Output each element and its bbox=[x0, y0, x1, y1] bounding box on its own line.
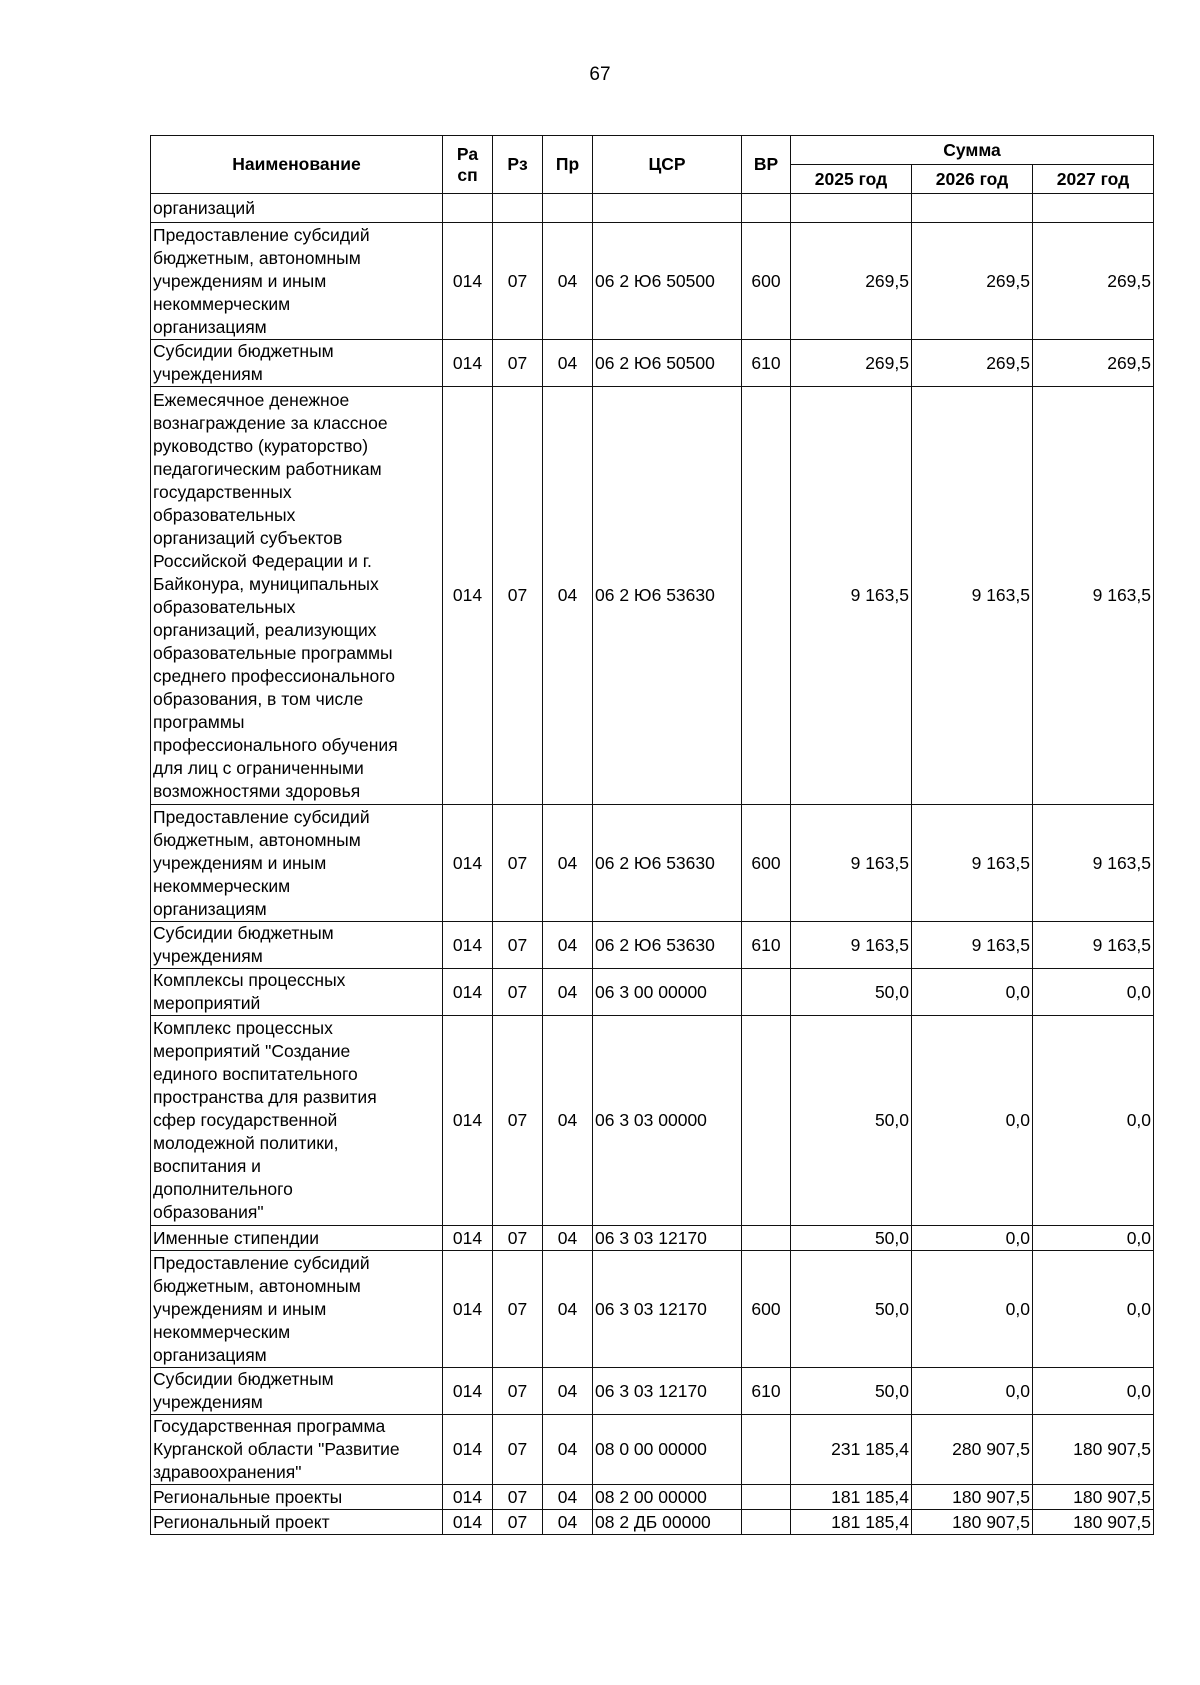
row-amount-2025 bbox=[791, 194, 912, 223]
row-pr: 04 bbox=[543, 805, 593, 922]
row-amount-2027: 180 907,5 bbox=[1033, 1485, 1154, 1510]
row-name: Субсидии бюджетным учреждениям bbox=[151, 922, 443, 969]
row-amount-2025: 50,0 bbox=[791, 1368, 912, 1415]
row-csr: 06 3 03 12170 bbox=[593, 1368, 742, 1415]
row-name: Региональные проекты bbox=[151, 1485, 443, 1510]
row-rz: 07 bbox=[493, 1016, 543, 1226]
row-pr: 04 bbox=[543, 1251, 593, 1368]
row-csr: 08 0 00 00000 bbox=[593, 1415, 742, 1485]
row-amount-2026: 180 907,5 bbox=[912, 1510, 1033, 1535]
row-amount-2026: 0,0 bbox=[912, 1251, 1033, 1368]
row-vr: 610 bbox=[742, 922, 791, 969]
row-rz: 07 bbox=[493, 922, 543, 969]
row-amount-2027: 0,0 bbox=[1033, 1016, 1154, 1226]
row-csr: 08 2 00 00000 bbox=[593, 1485, 742, 1510]
row-csr: 06 2 Ю6 53630 bbox=[593, 387, 742, 805]
row-rasp: 014 bbox=[443, 223, 493, 340]
row-amount-2025: 269,5 bbox=[791, 223, 912, 340]
row-amount-2026: 269,5 bbox=[912, 340, 1033, 387]
table-row bbox=[151, 223, 1154, 340]
row-vr bbox=[742, 1226, 791, 1251]
row-amount-2027: 269,5 bbox=[1033, 340, 1154, 387]
row-rasp: 014 bbox=[443, 1510, 493, 1535]
row-amount-2027: 9 163,5 bbox=[1033, 805, 1154, 922]
table-row bbox=[151, 194, 1154, 223]
row-amount-2026: 280 907,5 bbox=[912, 1415, 1033, 1485]
row-amount-2025: 9 163,5 bbox=[791, 387, 912, 805]
table-row bbox=[151, 1485, 1154, 1510]
row-pr: 04 bbox=[543, 223, 593, 340]
row-rz bbox=[493, 194, 543, 223]
table-row bbox=[151, 922, 1154, 969]
row-vr bbox=[742, 1485, 791, 1510]
table-row bbox=[151, 340, 1154, 387]
row-vr: 600 bbox=[742, 223, 791, 340]
row-amount-2025: 181 185,4 bbox=[791, 1510, 912, 1535]
row-rasp bbox=[443, 194, 493, 223]
row-pr: 04 bbox=[543, 969, 593, 1016]
row-pr: 04 bbox=[543, 340, 593, 387]
row-name: Субсидии бюджетным учреждениям bbox=[151, 340, 443, 387]
row-rz: 07 bbox=[493, 1510, 543, 1535]
row-pr: 04 bbox=[543, 387, 593, 805]
row-amount-2027 bbox=[1033, 194, 1154, 223]
row-amount-2025: 231 185,4 bbox=[791, 1415, 912, 1485]
table-row bbox=[151, 387, 1154, 805]
row-amount-2025: 50,0 bbox=[791, 1016, 912, 1226]
row-amount-2025: 50,0 bbox=[791, 1226, 912, 1251]
table-row bbox=[151, 1415, 1154, 1485]
header-year-2026: 2026 год bbox=[912, 165, 1033, 194]
row-amount-2025: 181 185,4 bbox=[791, 1485, 912, 1510]
row-name: Государственная программа Курганской области "Развитие здравоохранения" bbox=[151, 1415, 443, 1485]
table-row bbox=[151, 1226, 1154, 1251]
row-amount-2025: 50,0 bbox=[791, 969, 912, 1016]
row-rz: 07 bbox=[493, 387, 543, 805]
row-name: Предоставление субсидий бюджетным, автономным учреждениям и иным некоммерческим организациям bbox=[151, 223, 443, 340]
row-rz: 07 bbox=[493, 969, 543, 1016]
row-rz: 07 bbox=[493, 1226, 543, 1251]
row-amount-2027: 0,0 bbox=[1033, 969, 1154, 1016]
row-rasp: 014 bbox=[443, 1226, 493, 1251]
header-pr: Пр bbox=[543, 136, 593, 194]
row-name: Комплекс процессных мероприятий "Создание единого воспитательного пространства для развития сфер государственной молодежной политики, воспитания и дополнительного образования" bbox=[151, 1016, 443, 1226]
header-name: Наименование bbox=[151, 136, 443, 194]
row-rasp: 014 bbox=[443, 805, 493, 922]
row-rasp: 014 bbox=[443, 1251, 493, 1368]
table-row bbox=[151, 805, 1154, 922]
row-rz: 07 bbox=[493, 1368, 543, 1415]
row-pr: 04 bbox=[543, 1485, 593, 1510]
row-vr bbox=[742, 1415, 791, 1485]
table-row bbox=[151, 969, 1154, 1016]
row-csr: 06 2 Ю6 50500 bbox=[593, 340, 742, 387]
row-amount-2026: 9 163,5 bbox=[912, 387, 1033, 805]
table-row bbox=[151, 1251, 1154, 1368]
row-pr: 04 bbox=[543, 1016, 593, 1226]
row-vr: 600 bbox=[742, 805, 791, 922]
row-pr bbox=[543, 194, 593, 223]
row-rasp: 014 bbox=[443, 1368, 493, 1415]
row-rasp: 014 bbox=[443, 1016, 493, 1226]
row-pr: 04 bbox=[543, 1415, 593, 1485]
header-rasp: Ра сп bbox=[443, 136, 493, 194]
row-vr: 610 bbox=[742, 340, 791, 387]
header-sum: Сумма bbox=[791, 136, 1154, 165]
row-amount-2026: 9 163,5 bbox=[912, 805, 1033, 922]
row-pr: 04 bbox=[543, 922, 593, 969]
row-name: Именные стипендии bbox=[151, 1226, 443, 1251]
row-csr: 06 3 03 00000 bbox=[593, 1016, 742, 1226]
row-csr: 06 2 Ю6 53630 bbox=[593, 805, 742, 922]
budget-table bbox=[150, 135, 1154, 1535]
row-csr: 06 2 Ю6 53630 bbox=[593, 922, 742, 969]
row-rasp: 014 bbox=[443, 1415, 493, 1485]
header-rz: Рз bbox=[493, 136, 543, 194]
row-amount-2026: 9 163,5 bbox=[912, 922, 1033, 969]
row-amount-2027: 9 163,5 bbox=[1033, 922, 1154, 969]
row-amount-2026: 0,0 bbox=[912, 1016, 1033, 1226]
row-amount-2026 bbox=[912, 194, 1033, 223]
row-rasp: 014 bbox=[443, 387, 493, 805]
row-pr: 04 bbox=[543, 1510, 593, 1535]
row-name: Предоставление субсидий бюджетным, автономным учреждениям и иным некоммерческим организациям bbox=[151, 1251, 443, 1368]
row-amount-2026: 0,0 bbox=[912, 1226, 1033, 1251]
row-rasp: 014 bbox=[443, 922, 493, 969]
header-vr: ВР bbox=[742, 136, 791, 194]
row-vr bbox=[742, 194, 791, 223]
row-name: Комплексы процессных мероприятий bbox=[151, 969, 443, 1016]
table-row bbox=[151, 1016, 1154, 1226]
row-pr: 04 bbox=[543, 1226, 593, 1251]
row-amount-2027: 269,5 bbox=[1033, 223, 1154, 340]
row-rasp: 014 bbox=[443, 1485, 493, 1510]
row-amount-2025: 9 163,5 bbox=[791, 805, 912, 922]
header-year-2027: 2027 год bbox=[1033, 165, 1154, 194]
row-amount-2025: 9 163,5 bbox=[791, 922, 912, 969]
row-rz: 07 bbox=[493, 223, 543, 340]
row-vr bbox=[742, 1016, 791, 1226]
page-number: 67 bbox=[589, 64, 611, 85]
row-csr: 06 3 00 00000 bbox=[593, 969, 742, 1016]
row-csr bbox=[593, 194, 742, 223]
row-name: Предоставление субсидий бюджетным, автономным учреждениям и иным некоммерческим организациям bbox=[151, 805, 443, 922]
row-vr: 600 bbox=[742, 1251, 791, 1368]
row-name: организаций bbox=[151, 194, 443, 223]
row-vr bbox=[742, 387, 791, 805]
row-amount-2026: 180 907,5 bbox=[912, 1485, 1033, 1510]
row-vr bbox=[742, 969, 791, 1016]
row-rz: 07 bbox=[493, 340, 543, 387]
table-row bbox=[151, 1368, 1154, 1415]
row-amount-2027: 180 907,5 bbox=[1033, 1510, 1154, 1535]
row-amount-2026: 269,5 bbox=[912, 223, 1033, 340]
row-amount-2027: 180 907,5 bbox=[1033, 1415, 1154, 1485]
row-name: Региональный проект bbox=[151, 1510, 443, 1535]
row-rasp: 014 bbox=[443, 969, 493, 1016]
table-row bbox=[151, 1510, 1154, 1535]
row-rz: 07 bbox=[493, 1251, 543, 1368]
row-amount-2027: 0,0 bbox=[1033, 1251, 1154, 1368]
row-rz: 07 bbox=[493, 805, 543, 922]
row-csr: 06 3 03 12170 bbox=[593, 1251, 742, 1368]
row-amount-2025: 50,0 bbox=[791, 1251, 912, 1368]
row-csr: 06 2 Ю6 50500 bbox=[593, 223, 742, 340]
row-csr: 06 3 03 12170 bbox=[593, 1226, 742, 1251]
row-csr: 08 2 ДБ 00000 bbox=[593, 1510, 742, 1535]
row-rz: 07 bbox=[493, 1415, 543, 1485]
row-vr bbox=[742, 1510, 791, 1535]
row-pr: 04 bbox=[543, 1368, 593, 1415]
header-csr: ЦСР bbox=[593, 136, 742, 194]
row-amount-2026: 0,0 bbox=[912, 969, 1033, 1016]
row-amount-2027: 9 163,5 bbox=[1033, 387, 1154, 805]
row-amount-2025: 269,5 bbox=[791, 340, 912, 387]
row-name: Субсидии бюджетным учреждениям bbox=[151, 1368, 443, 1415]
row-name: Ежемесячное денежное вознаграждение за классное руководство (кураторство) педагогическим работникам государственных образовательных организаций субъектов Российской Федерации и г. Байконура, муниципальных образовательных организаций, реализующих образовательные программы среднего профессионального образования, в том числе программы профессионального обучения для лиц с ограниченными возможностями здоровья bbox=[151, 387, 443, 805]
header-year-2025: 2025 год bbox=[791, 165, 912, 194]
row-rz: 07 bbox=[493, 1485, 543, 1510]
row-amount-2027: 0,0 bbox=[1033, 1368, 1154, 1415]
row-vr: 610 bbox=[742, 1368, 791, 1415]
row-amount-2027: 0,0 bbox=[1033, 1226, 1154, 1251]
row-amount-2026: 0,0 bbox=[912, 1368, 1033, 1415]
row-rasp: 014 bbox=[443, 340, 493, 387]
